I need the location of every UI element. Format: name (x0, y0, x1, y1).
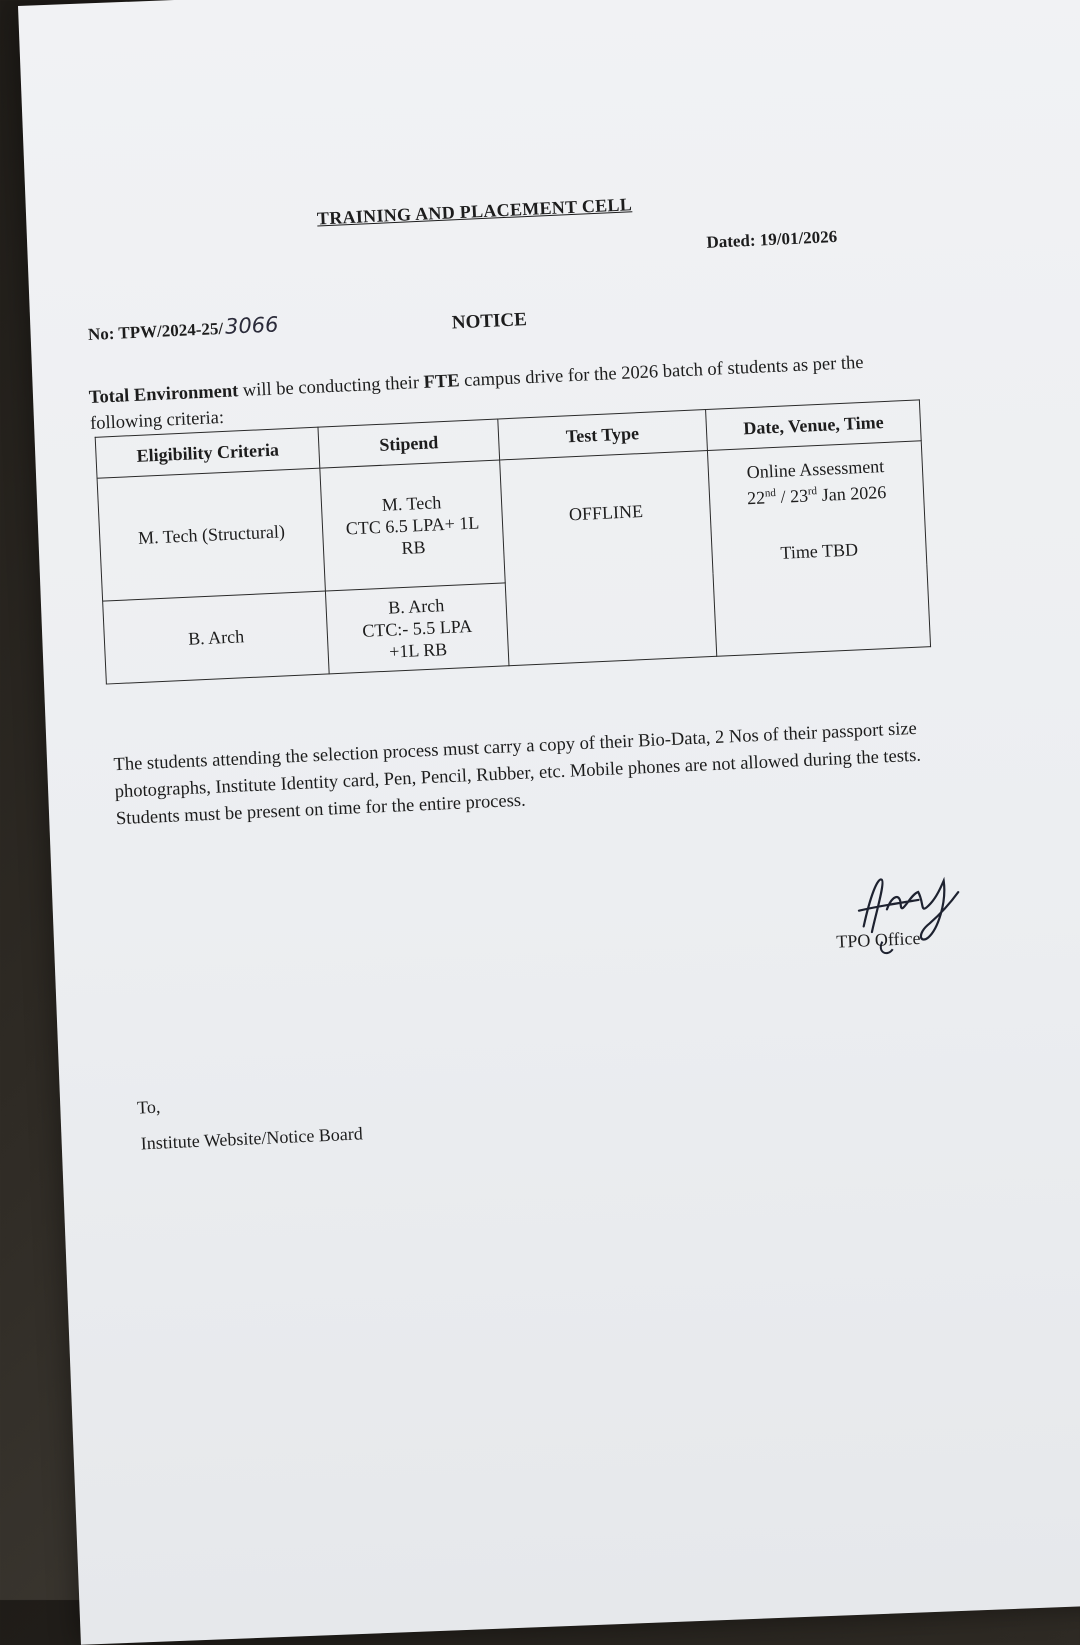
instructions-paragraph: The students attending the selection process must carry a copy of their Bio-Data, 2 Nos of their passport size photographs, Institute Identity card, Pen, Pencil, Rubber, etc. Mobile phones are not allowed during the tests. Students must be present on time for the entire process. (113, 718, 922, 830)
criteria-table (95, 399, 931, 684)
header-stipend: Stipend (318, 419, 499, 468)
eligibility-cell: M. Tech (Structural) (97, 468, 326, 601)
stipend-line: B. Arch (387, 595, 445, 618)
stipend-line: RB (401, 536, 426, 559)
test-type-cell (499, 451, 717, 666)
header-date-venue-time: Date, Venue, Time (706, 400, 921, 451)
stipend-line: CTC:- 5.5 LPA (361, 615, 473, 641)
stipend-line: CTC 6.5 LPA+ 1L (345, 512, 480, 539)
fte-label: FTE (423, 371, 461, 393)
intro-text-b: campus drive for the 2026 batch of students as per the following criteria: (89, 352, 864, 435)
department-heading: TRAINING AND PLACEMENT CELL (316, 194, 633, 229)
notice-date: Dated: 19/01/2026 (706, 226, 838, 252)
test-type-value: OFFLINE (568, 501, 644, 525)
stipend-line: M. Tech (381, 492, 442, 515)
eligibility-cell: B. Arch (103, 591, 330, 684)
notice-title: NOTICE (451, 309, 528, 334)
stipend-cell (326, 583, 509, 674)
recipient-line: Institute Website/Notice Board (140, 1123, 364, 1154)
header-eligibility: Eligibility Criteria (95, 427, 320, 478)
stipend-cell (320, 460, 504, 591)
header-test-type: Test Type (497, 410, 707, 460)
assessment-time: Time TBD (780, 539, 859, 563)
date-venue-cell (708, 441, 931, 656)
assessment-label: Online Assessment (746, 456, 885, 483)
company-name: Total Environment (88, 381, 239, 409)
assessment-dates: 22nd / 23rd Jan 2026 (746, 481, 887, 509)
handwritten-number: 3066 (224, 312, 279, 339)
stipend-line: +1L RB (388, 639, 448, 662)
reference-number (87, 312, 279, 345)
reference-prefix: No: TPW/2024-25/ (87, 318, 224, 345)
signatory-office: TPO Office (835, 927, 921, 952)
to-label: To, (136, 1096, 161, 1118)
intro-text-a: will be conducting their (237, 372, 425, 402)
